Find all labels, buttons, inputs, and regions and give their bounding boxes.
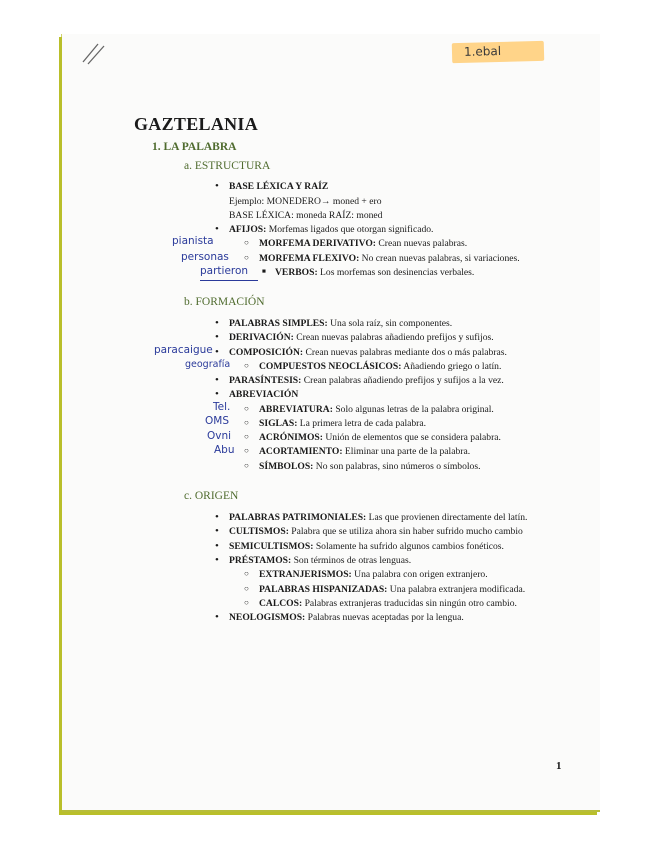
list-item: • BASE LÉXICA Y RAÍZ (229, 181, 328, 192)
subheading-origen: c. ORIGEN (184, 490, 239, 502)
list-item: • PALABRAS SIMPLES: Una sola raíz, sin componentes. (229, 318, 452, 329)
list-item: ■ VERBOS: Los morfemas son desinencias verbales. (275, 267, 474, 278)
list-item: ○ PALABRAS HISPANIZADAS: Una palabra extranjera modificada. (259, 584, 525, 595)
handwritten-underline (200, 280, 258, 281)
list-item: • NEOLOGISMOS: Palabras nuevas aceptadas por la lengua. (229, 612, 464, 623)
list-item: • COMPOSICIÓN: Crean nuevas palabras mediante dos o más palabras. (229, 347, 507, 358)
handwritten-geografia: geografía (185, 359, 231, 370)
highlighted-note-text: 1.ebal (463, 43, 502, 59)
list-item: ○ ABREVIATURA: Solo algunas letras de la palabra original. (259, 404, 494, 415)
handwritten-pianista: pianista (172, 235, 214, 247)
list-item: ○ SÍMBOLOS: No son palabras, sino números o símbolos. (259, 461, 480, 472)
subheading-formacion: b. FORMACIÓN (184, 296, 265, 308)
subheading-estructura: a. ESTRUCTURA (184, 160, 271, 172)
list-item: • CULTISMOS: Palabra que se utiliza ahora sin haber sufrido mucho cambio (229, 526, 523, 537)
handwritten-abu: Abu (214, 444, 235, 456)
list-item: ○ MORFEMA DERIVATIVO: Crean nuevas palabras. (259, 238, 467, 249)
handwritten-oms: OMS (205, 415, 229, 427)
handwritten-paraguas: paracaigue (154, 344, 213, 356)
page-number: 1 (556, 760, 562, 772)
handwritten-ovni: Ovni (207, 430, 232, 442)
list-item: • AFIJOS: Morfemas ligados que otorgan significado. (229, 224, 433, 235)
pencil-slash-marks (80, 40, 106, 66)
list-item: • PRÉSTAMOS: Son términos de otras lenguas. (229, 555, 411, 566)
list-item: ○ CALCOS: Palabras extranjeras traducidas sin ningún otro cambio. (259, 598, 517, 609)
list-item: • ABREVIACIÓN (229, 389, 298, 400)
list-item: Ejemplo: MONEDERO→ moned + ero (229, 196, 382, 207)
highlighted-note (452, 41, 544, 63)
handwritten-personas: personas (181, 251, 229, 263)
list-item: ○ SIGLAS: La primera letra de cada palabra. (259, 418, 426, 429)
handwritten-tel: Tel. (213, 401, 231, 413)
list-item: • SEMICULTISMOS: Solamente ha sufrido algunos cambios fonéticos. (229, 541, 504, 552)
section-heading-la-palabra: 1. LA PALABRA (152, 141, 237, 153)
list-item: • PALABRAS PATRIMONIALES: Las que provienen directamente del latín. (229, 512, 527, 523)
handwritten-partieron: partieron (200, 265, 249, 277)
page-title: GAZTELANIA (134, 114, 259, 134)
list-item: ○ EXTRANJERISMOS: Una palabra con origen extranjero. (259, 569, 488, 580)
list-item: BASE LÉXICA: moneda RAÍZ: moned (229, 210, 383, 221)
list-item: • DERIVACIÓN: Crean nuevas palabras añadiendo prefijos y sufijos. (229, 332, 494, 343)
list-item: ○ ACORTAMIENTO: Eliminar una parte de la palabra. (259, 446, 470, 457)
list-item: ○ ACRÓNIMOS: Unión de elementos que se considera palabra. (259, 432, 501, 443)
list-item: • PARASÍNTESIS: Crean palabras añadiendo prefijos y sufijos a la vez. (229, 375, 504, 386)
list-item: ○ MORFEMA FLEXIVO: No crean nuevas palabras, si variaciones. (259, 253, 520, 264)
list-item: ○ COMPUESTOS NEOCLÁSICOS: Añadiendo griego o latín. (259, 361, 501, 372)
